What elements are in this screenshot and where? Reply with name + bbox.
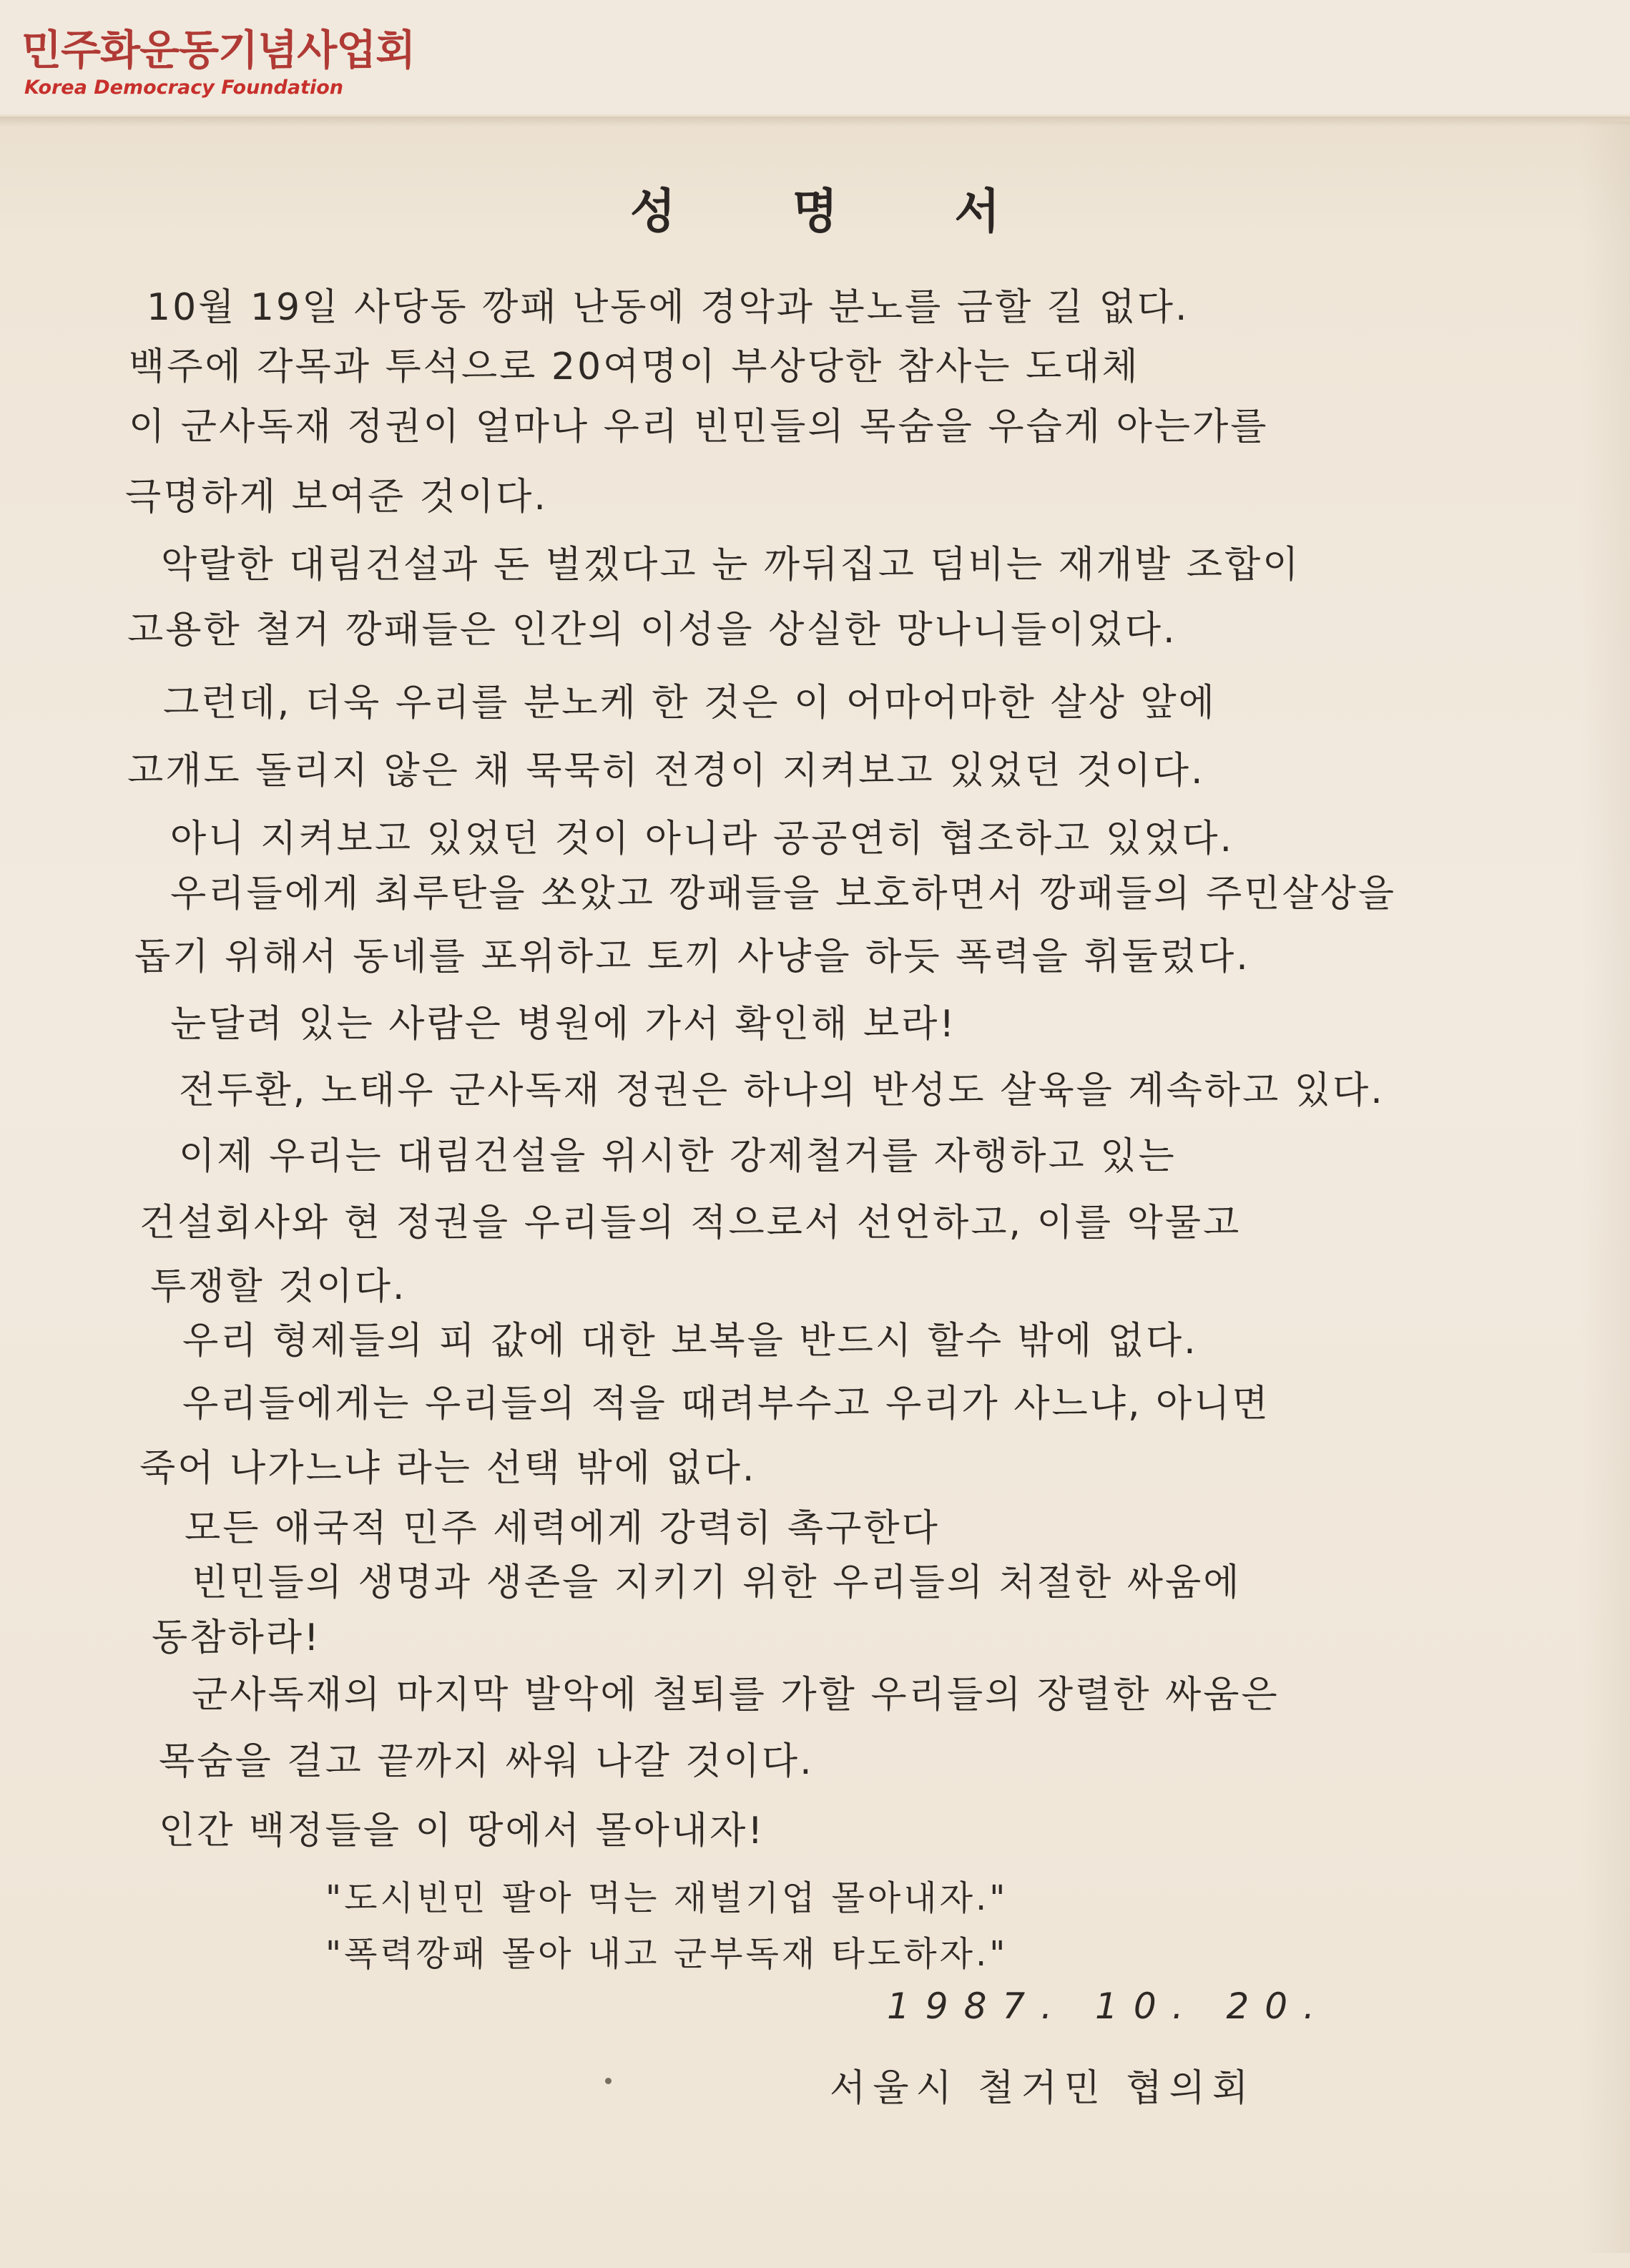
statement-line: 백주에 각목과 투석으로 20여명이 부상당한 참사는 도대체 <box>129 345 1140 388</box>
statement-line: 우리 형제들의 피 값에 대한 보복을 반드시 할수 밖에 없다. <box>182 1320 1198 1363</box>
paper-top-edge <box>0 117 1630 127</box>
document-title: 성 명 서 <box>629 183 1051 239</box>
statement-line: 아니 지켜보고 있었던 것이 아니라 공공연히 협조하고 있었다. <box>170 818 1234 860</box>
statement-line: 우리들에게 최루탄을 쏘았고 깡패들을 보호하면서 깡패들의 주민살상을 <box>170 873 1397 915</box>
slogan-line: "도시빈민 팔아 먹는 재벌기업 몰아내자." <box>325 1878 1008 1918</box>
statement-line: 전두환, 노태우 군사독재 정권은 하나의 반성도 살육을 계속하고 있다. <box>179 1069 1385 1112</box>
statement-line: 눈달려 있는 사람은 병원에 가서 확인해 보라! <box>170 1003 957 1046</box>
slogan-line: "폭력깡패 몰아 내고 군부독재 타도하자." <box>325 1934 1008 1974</box>
statement-line: 우리들에게는 우리들의 적을 때려부수고 우리가 사느냐, 아니면 <box>182 1383 1270 1425</box>
paper-right-edge <box>1580 122 1630 2253</box>
statement-line: 건설회사와 현 정권을 우리들의 적으로서 선언하고, 이를 악물고 <box>139 1202 1242 1245</box>
statement-line: 고용한 철거 깡패들은 인간의 이성을 상실한 망나니들이었다. <box>127 609 1177 652</box>
statement-line: 이제 우리는 대림건설을 위시한 강제철거를 자행하고 있는 <box>179 1135 1177 1178</box>
statement-line: 빈민들의 생명과 생존을 지키기 위한 우리들의 처절한 싸움에 <box>192 1561 1242 1604</box>
statement-line: 동참하라! <box>152 1616 321 1659</box>
statement-line: 그런데, 더욱 우리를 분노케 한 것은 이 어마어마한 살상 앞에 <box>163 682 1217 725</box>
statement-line: 죽어 나가느냐 라는 선택 밖에 없다. <box>139 1447 757 1490</box>
foundation-logo-english: Korea Democracy Foundation <box>24 77 344 99</box>
statement-line: 10월 19일 사당동 깡패 난동에 경악과 분노를 금할 길 없다. <box>147 286 1189 329</box>
statement-line: 인간 백정들을 이 땅에서 몰아내자! <box>159 1810 765 1852</box>
statement-line: 고개도 돌리지 않은 채 묵묵히 전경이 지켜보고 있었던 것이다. <box>127 750 1205 792</box>
statement-line: 악랄한 대림건설과 돈 벌겠다고 눈 까뒤집고 덤비는 재개발 조합이 <box>161 544 1301 586</box>
foundation-logo-korean: 민주화운동기념사업회 <box>21 26 416 74</box>
statement-line: 극명하게 보여준 것이다. <box>125 476 548 519</box>
statement-line: 투쟁할 것이다. <box>150 1265 407 1308</box>
issuer-signature: 서울시 철거민 협의회 <box>830 2067 1256 2110</box>
statement-line: 목숨을 걸고 끝까지 싸워 나갈 것이다. <box>159 1740 814 1783</box>
statement-line: 군사독재의 마지막 발악에 철퇴를 가할 우리들의 장렬한 싸움은 <box>192 1674 1280 1717</box>
document-date: 1987. 10. 20. <box>887 1985 1330 2027</box>
ink-dot <box>605 2078 612 2084</box>
statement-line: 돕기 위해서 동네를 포위하고 토끼 사냥을 하듯 폭력을 휘둘렀다. <box>134 936 1250 978</box>
statement-line: 모든 애국적 민주 세력에게 강력히 촉구한다 <box>185 1507 940 1550</box>
statement-line: 이 군사독재 정권이 얼마나 우리 빈민들의 목숨을 우습게 아는가를 <box>129 406 1269 448</box>
